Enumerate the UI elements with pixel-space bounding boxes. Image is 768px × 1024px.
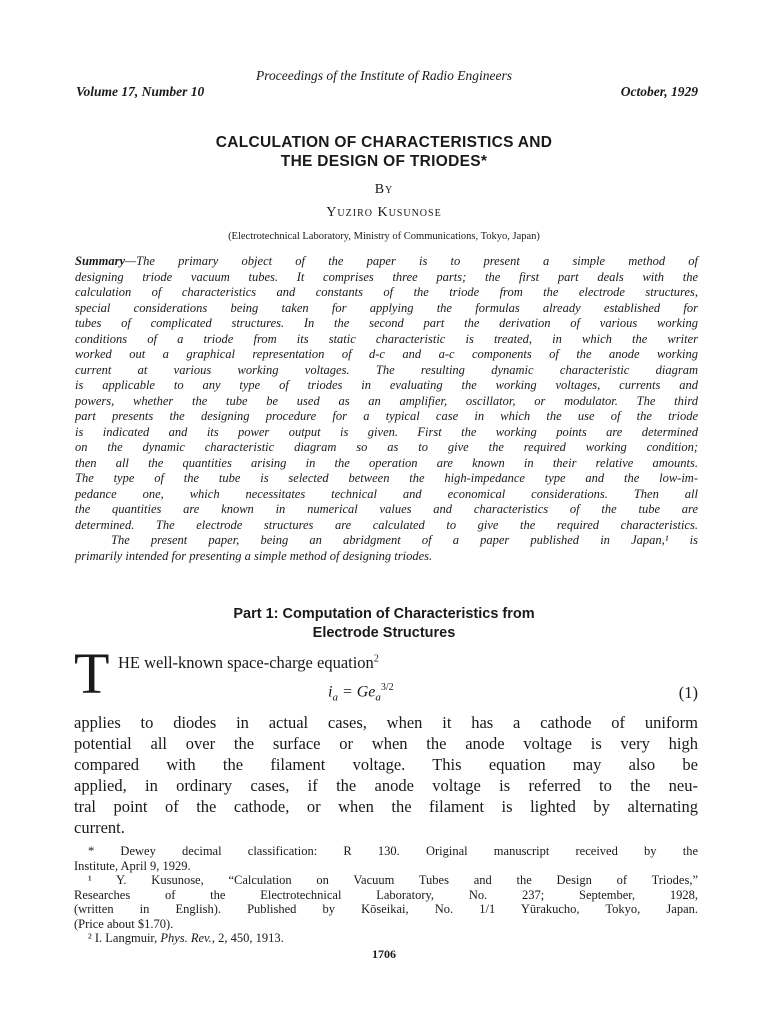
abstract-line: worked out a graphical representation of d-c and a-c components of the anode working bbox=[75, 347, 698, 361]
abstract-line: Summary—The primary object of the paper is to present a simple method of bbox=[75, 254, 698, 268]
body-line: potential all over the surface or when the anode voltage is very high bbox=[74, 734, 698, 753]
body-paragraph bbox=[74, 712, 698, 838]
abstract-line: primarily intended for presenting a simple method of designing triodes. bbox=[75, 548, 433, 563]
abstract-line: the quantities are known in numerical values and characteristics of the tube are bbox=[75, 502, 698, 516]
abstract-line: tubes of complicated structures. In the second part the derivation of various working bbox=[75, 316, 698, 330]
equation-number: (1) bbox=[678, 683, 698, 702]
abstract-line: designing triode vacuum tubes. It comprises three parts; the first part deals with the bbox=[75, 269, 698, 284]
abstract-line: conditions of a triode from its static characteristic is treated, in which the writer bbox=[75, 331, 698, 346]
section-heading-line-2: Electrode Structures bbox=[312, 625, 456, 641]
body-line: applied, in ordinary cases, if the anode voltage is referred to the neu- bbox=[74, 776, 698, 795]
volume-number: Volume 17, Number 10 bbox=[76, 84, 205, 99]
drop-cap: T bbox=[74, 641, 110, 706]
article-title bbox=[0, 133, 768, 171]
abstract-line: determined. The electrode structures are calculated to give the required characteristics. bbox=[75, 517, 698, 532]
abstract-lead: Summary bbox=[75, 254, 126, 268]
footnotes bbox=[74, 844, 698, 946]
footnote-line: ² I. Langmuir, Phys. Rev., 2, 450, 1913. bbox=[88, 931, 284, 945]
issue-date: October, 1929 bbox=[620, 84, 698, 99]
footnote-line: Institute, April 9, 1929. bbox=[74, 858, 191, 873]
abstract-line: powers, whether the tube be used as an amplifier, oscillator, or modulator. The third bbox=[75, 393, 698, 408]
opening-line: HE well-known space-charge equation$^2$ bbox=[118, 653, 379, 672]
abstract-line: part presents the designing procedure for a typical case in which the use of the triode bbox=[75, 409, 698, 423]
abstract-line: The present paper, being an abridgment of a paper published in Japan,¹ is bbox=[111, 533, 698, 547]
title-line-2: THE DESIGN OF TRIODES* bbox=[280, 153, 488, 170]
title-line-1: CALCULATION OF CHARACTERISTICS AND bbox=[215, 134, 553, 151]
abstract-line: calculation of characteristics and constants of the triode from the electrode structures, bbox=[75, 285, 698, 299]
byline-by: By bbox=[374, 182, 394, 197]
section-heading-line-1: Part 1: Computation of Characteristics from bbox=[233, 606, 535, 622]
footnote-line: ¹ Y. Kusunose, “Calculation on Vacuum Tubes and the Design of Triodes,” bbox=[88, 873, 698, 887]
abstract bbox=[75, 254, 698, 564]
footnote-line: (written in English). Published by Kōseikai, No. 1/1 Yūrakucho, Tokyo, Japan. bbox=[74, 902, 698, 916]
footnote-journal: Phys. Rev. bbox=[160, 931, 212, 945]
abstract-line: current at various working voltages. The resulting dynamic characteristic diagram bbox=[75, 362, 698, 377]
abstract-line: pedance one, which necessitates technical and economical considerations. Then all bbox=[75, 486, 698, 501]
author-affiliation: (Electrotechnical Laboratory, Ministry of Communications, Tokyo, Japan) bbox=[228, 231, 540, 242]
footnote-line: * Dewey decimal classification: R 130. Original manuscript received by the bbox=[88, 844, 698, 858]
footnote-line: Researches of the Electrotechnical Laboratory, No. 237; September, 1928, bbox=[74, 887, 698, 902]
abstract-line: is indicated and its power output is given. First the working points are determined bbox=[75, 424, 698, 439]
equation-1: $i_a = Ge_a^{3/2}$ bbox=[328, 682, 394, 704]
abstract-line: is applicable to any type of triodes in evaluating the working voltages, currents and bbox=[75, 378, 698, 392]
abstract-line: special considerations being taken for applying the formulas already established for bbox=[75, 300, 698, 315]
page-number: 1706 bbox=[372, 947, 396, 961]
author-name: Yuziro Kusunose bbox=[326, 205, 442, 220]
journal-name: Proceedings of the Institute of Radio Engineers bbox=[256, 68, 512, 83]
section-heading bbox=[0, 605, 768, 643]
abstract-line: The type of the tube is selected between the high-impedance type and the low-im- bbox=[75, 471, 698, 485]
body-line: tral point of the cathode, or when the filament is lighted by alternating bbox=[74, 797, 698, 816]
body-line: applies to diodes in actual cases, when it has a cathode of uniform bbox=[74, 713, 698, 732]
abstract-line: then all the quantities arising in the operation are known in their relative amounts. bbox=[75, 455, 698, 470]
body-line: current. bbox=[74, 818, 125, 837]
footnote-ref: 2 bbox=[373, 653, 379, 665]
body-line: compared with the filament voltage. This equation may also be bbox=[74, 755, 698, 774]
footnote-line: (Price about $1.70). bbox=[74, 916, 174, 931]
abstract-line: on the dynamic characteristic diagram so as to give the required working condition; bbox=[75, 440, 698, 454]
